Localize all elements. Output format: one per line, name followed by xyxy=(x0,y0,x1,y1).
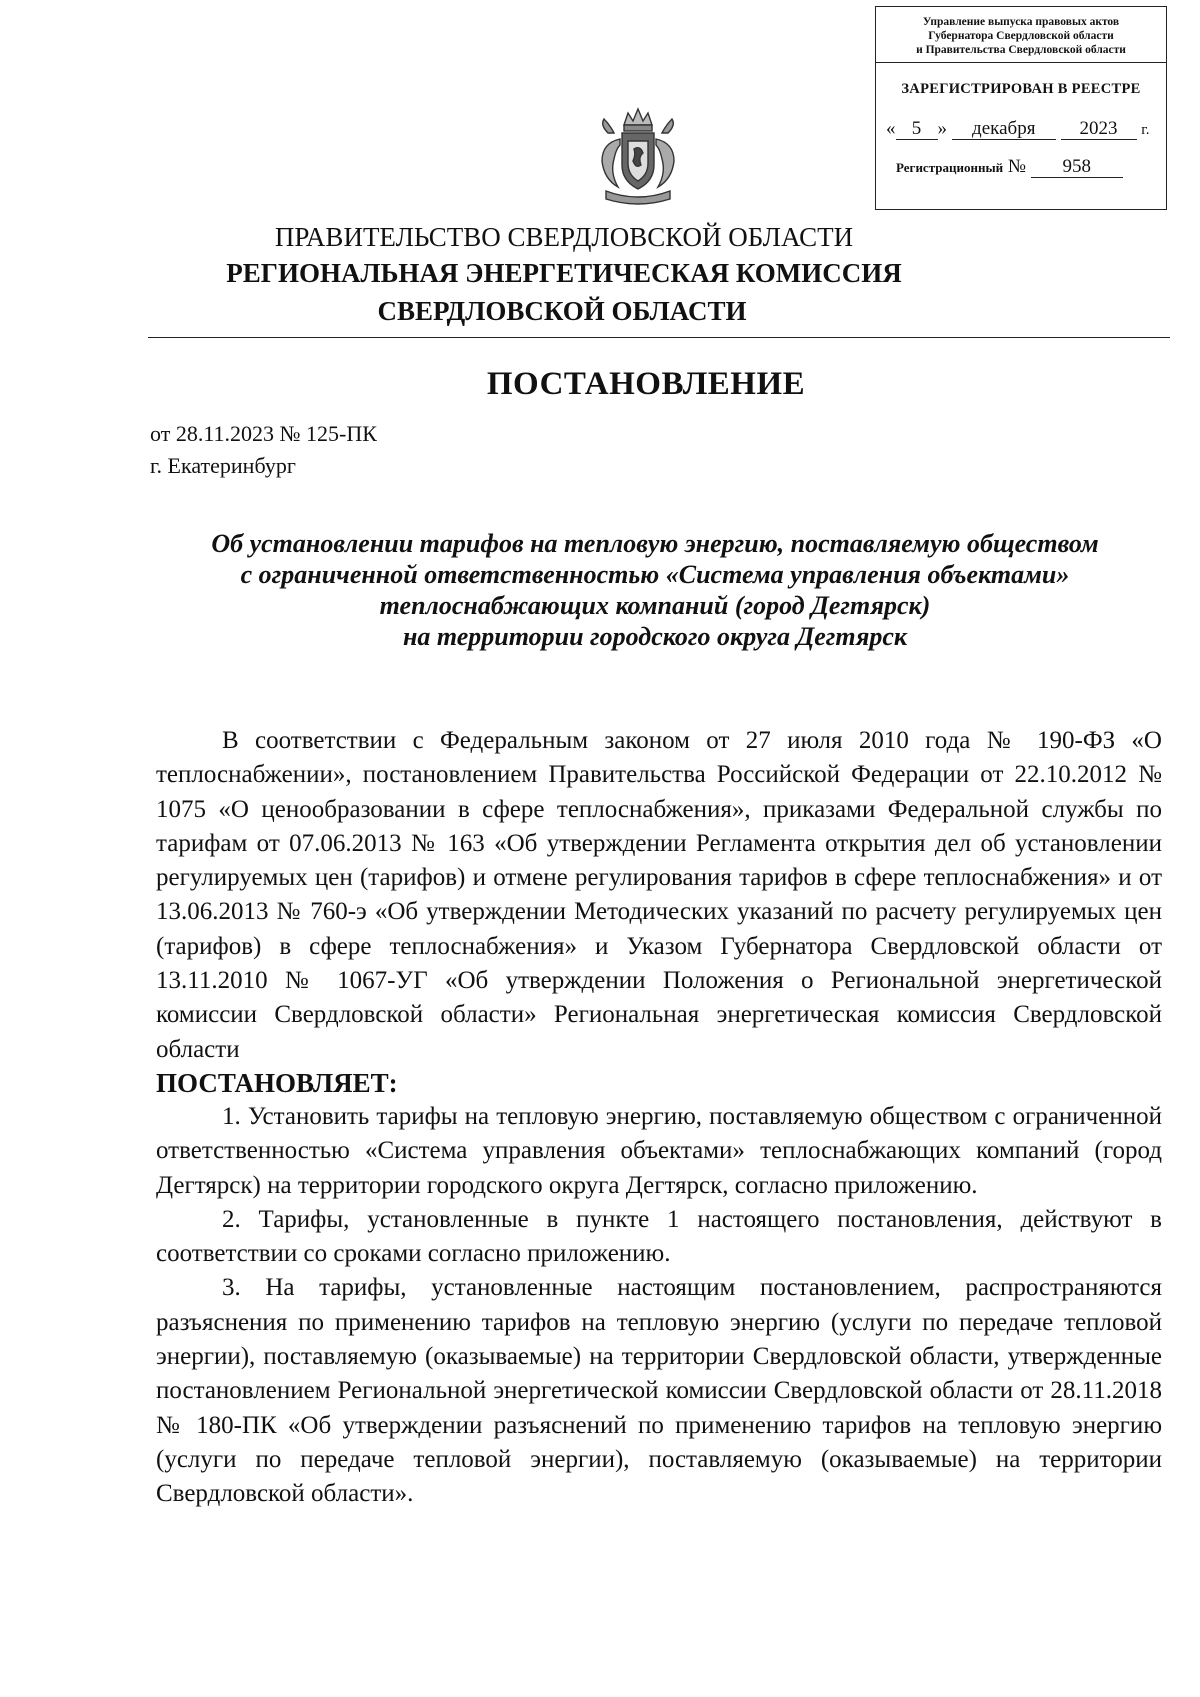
subject-line-1: Об установлении тарифов на тепловую энергию, поставляемую обществом xyxy=(211,529,1099,558)
coat-of-arms-emblem xyxy=(588,103,688,211)
preamble-paragraph: В соответствии с Федеральным законом от 27 июля 2010 года № 190-ФЗ «О теплоснабжении», постановлением Правительства Российской Федерации от 22.10.2012 № 1075 «О ценообразовании в сфере теплоснабжения», приказами Федеральной службы по тарифам от 07.06.2013 № 163 «Об утверждении Регламента открытия дел об установлении регулируемых цен (тарифов) и отмене регулирования тарифов в сфере теплоснабжения» и от 13.06.2013 № 760-э «Об утверждении Методических указаний по расчету регулируемых цен (тарифов) в сфере теплоснабжения» и Указом Губернатора Свердловской области от 13.11.2010 № 1067-УГ «Об утверждении Положения о Региональной энергетической комиссии Свердловской области» Региональная энергетическая комиссия Свердловской области xyxy=(156,727,1162,1063)
stamp-authority-line-3: и Правительства Свердловской области xyxy=(916,44,1126,56)
subject-line-2: с ограниченной ответственностью «Система управления объектами» xyxy=(240,560,1070,589)
stamp-authority xyxy=(876,7,1166,63)
commission-title: РЕГИОНАЛЬНАЯ ЭНЕРГЕТИЧЕСКАЯ КОМИССИЯ xyxy=(226,258,902,288)
document-body xyxy=(156,724,1162,1512)
stamp-year: 2023 xyxy=(1061,119,1137,140)
item-1-paragraph: 1. Установить тарифы на тепловую энергию, поставляемую обществом с ограниченной ответственностью «Система управления объектами» теплоснабжающих компаний (город Дегтярск) на территории городского округа Дегтярск, согласно приложению. xyxy=(156,1102,1162,1199)
document-city: г. Екатеринбург xyxy=(150,453,296,478)
header-divider xyxy=(148,337,1170,338)
stamp-reg-number: 958 xyxy=(1031,157,1123,178)
stamp-year-suffix: г. xyxy=(1141,122,1150,138)
stamp-day: 5 xyxy=(896,119,938,140)
decree-heading: ПОСТАНОВЛЯЕТ: xyxy=(156,1067,398,1098)
stamp-number xyxy=(876,156,1166,178)
stamp-authority-line-2: Губернатора Свердловской области xyxy=(928,30,1114,42)
document-meta xyxy=(150,418,377,482)
document-type-title: ПОСТАНОВЛЕНИЕ xyxy=(486,366,806,402)
item-2-paragraph: 2. Тарифы, установленные в пункте 1 настоящего постановления, действуют в соответствии со сроками согласно приложению. xyxy=(156,1205,1162,1268)
stamp-quote-open: « xyxy=(886,118,896,139)
government-title: ПРАВИТЕЛЬСТВО СВЕРДЛОВСКОЙ ОБЛАСТИ xyxy=(274,222,854,252)
stamp-authority-line-1: Управление выпуска правовых актов xyxy=(922,16,1120,28)
stamp-quote-close: » xyxy=(937,118,947,139)
stamp-registered-label: ЗАРЕГИСТРИРОВАН В РЕЕСТРЕ xyxy=(901,81,1141,97)
subject-line-4: на территории городского округа Дегтярск xyxy=(402,622,908,651)
stamp-date xyxy=(876,118,1166,140)
document-subject xyxy=(150,528,1160,652)
item-3-paragraph: 3. На тарифы, установленные настоящим постановлением, распространяются разъяснения по применению тарифов на тепловую энергию (услуги по передаче тепловой энергии), поставляемую (оказываемые) на территории Свердловской области, утвержденные постановлением Региональной энергетической комиссии Свердловской области от 28.11.2018 № 180-ПК «Об утверждении разъяснений по применению тарифов на тепловую энергию (услуги по передаче тепловой энергии), поставляемую (оказываемые) на территории Свердловской области». xyxy=(156,1274,1162,1508)
document-date-number: от 28.11.2023 № 125-ПК xyxy=(150,421,377,446)
region-title: СВЕРДЛОВСКОЙ ОБЛАСТИ xyxy=(377,296,747,326)
stamp-reg-label: Регистрационный xyxy=(896,160,1004,175)
subject-line-3: теплоснабжающих компаний (город Дегтярск) xyxy=(379,591,931,620)
stamp-number-sign: № xyxy=(1007,156,1026,177)
stamp-month: декабря xyxy=(952,119,1056,140)
registration-stamp xyxy=(875,6,1167,210)
